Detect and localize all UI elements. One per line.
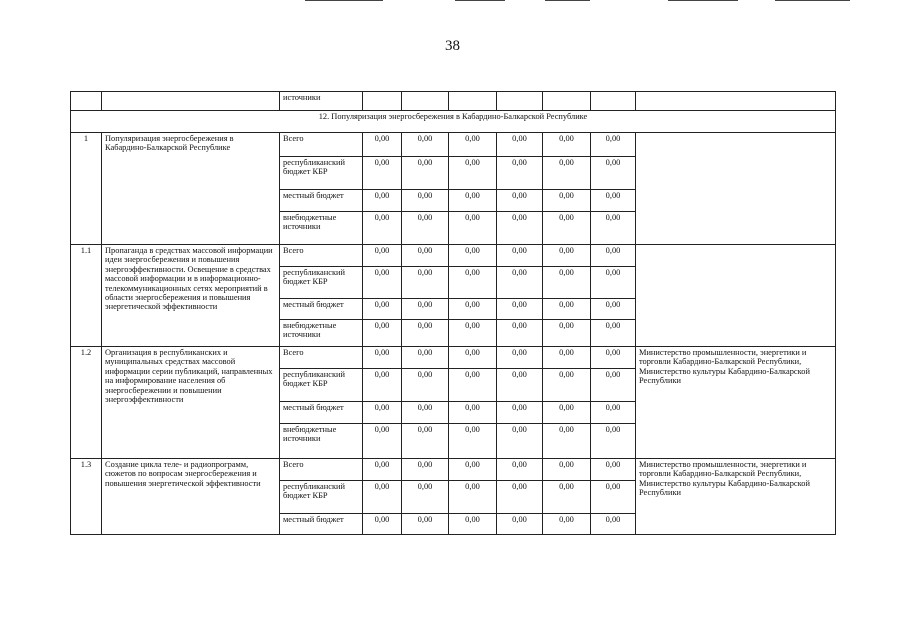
value-cell: 0,00 [363, 133, 402, 157]
value-cell: 0,00 [402, 459, 449, 481]
item-number: 1 [71, 133, 102, 245]
value-cell: 0,00 [449, 133, 497, 157]
top-rule-2 [455, 0, 505, 1]
item-number: 1.3 [71, 459, 102, 535]
cell-empty [71, 92, 102, 111]
value-cell: 0,00 [402, 514, 449, 535]
value-cell: 0,00 [363, 212, 402, 245]
value-cell: 0,00 [449, 402, 497, 424]
source-total-label: Всего [280, 347, 363, 369]
value-cell: 0,00 [543, 245, 591, 267]
value-cell: 0,00 [543, 299, 591, 320]
value-cell: 0,00 [363, 157, 402, 190]
table-row [71, 245, 836, 267]
value-cell: 0,00 [402, 369, 449, 402]
value-cell: 0,00 [363, 369, 402, 402]
item-number: 1.2 [71, 347, 102, 459]
cell-empty [363, 92, 402, 111]
value-cell: 0,00 [402, 347, 449, 369]
value-cell: 0,00 [363, 459, 402, 481]
value-cell: 0,00 [497, 514, 543, 535]
top-rule-1 [305, 0, 383, 1]
value-cell: 0,00 [449, 459, 497, 481]
value-cell: 0,00 [402, 424, 449, 459]
value-cell: 0,00 [543, 402, 591, 424]
value-cell: 0,00 [449, 190, 497, 212]
section-title: 12. Популяризация энергосбережения в Кабардино-Балкарской Республике [71, 111, 836, 133]
value-cell: 0,00 [497, 133, 543, 157]
value-cell: 0,00 [543, 133, 591, 157]
value-cell: 0,00 [497, 369, 543, 402]
value-cell: 0,00 [497, 190, 543, 212]
source-republic-label: республиканский бюджет КБР [280, 267, 363, 299]
table-row [71, 347, 836, 369]
value-cell: 0,00 [591, 267, 636, 299]
value-cell: 0,00 [449, 369, 497, 402]
value-cell: 0,00 [449, 481, 497, 514]
cell-empty [449, 92, 497, 111]
value-cell: 0,00 [543, 347, 591, 369]
funding-table [70, 91, 836, 535]
value-cell: 0,00 [591, 481, 636, 514]
value-cell: 0,00 [543, 267, 591, 299]
value-cell: 0,00 [497, 424, 543, 459]
value-cell: 0,00 [497, 402, 543, 424]
value-cell: 0,00 [449, 320, 497, 347]
cell-empty [591, 92, 636, 111]
value-cell: 0,00 [402, 133, 449, 157]
cell-empty [636, 92, 836, 111]
page-number: 38 [445, 38, 460, 54]
executor-cell: Министерство промышленности, энергетики и торговли Кабардино-Балкарской Республики, Министерство культуры Кабардино-Балкарской Республики [636, 347, 836, 459]
value-cell: 0,00 [363, 514, 402, 535]
source-local-label: местный бюджет [280, 402, 363, 424]
value-cell: 0,00 [543, 481, 591, 514]
value-cell: 0,00 [449, 347, 497, 369]
value-cell: 0,00 [497, 320, 543, 347]
value-cell: 0,00 [591, 212, 636, 245]
value-cell: 0,00 [402, 212, 449, 245]
value-cell: 0,00 [543, 424, 591, 459]
value-cell: 0,00 [591, 514, 636, 535]
value-cell: 0,00 [591, 245, 636, 267]
value-cell: 0,00 [591, 402, 636, 424]
value-cell: 0,00 [363, 267, 402, 299]
item-name: Организация в республиканских и муниципальных средствах массовой информации серии публикаций, направленных на информирование населения об энергосбережении и повышении энергоэффективности [102, 347, 280, 459]
cell-empty [497, 92, 543, 111]
value-cell: 0,00 [543, 320, 591, 347]
value-cell: 0,00 [497, 212, 543, 245]
value-cell: 0,00 [402, 402, 449, 424]
source-total-label: Всего [280, 459, 363, 481]
value-cell: 0,00 [543, 212, 591, 245]
source-republic-label: республиканский бюджет КБР [280, 369, 363, 402]
cell-empty [102, 92, 280, 111]
source-extra-label: внебюджетные источники [280, 320, 363, 347]
value-cell: 0,00 [497, 245, 543, 267]
value-cell: 0,00 [591, 459, 636, 481]
value-cell: 0,00 [543, 157, 591, 190]
value-cell: 0,00 [543, 369, 591, 402]
value-cell: 0,00 [497, 267, 543, 299]
value-cell: 0,00 [449, 514, 497, 535]
value-cell: 0,00 [363, 424, 402, 459]
value-cell: 0,00 [497, 347, 543, 369]
top-rule-3 [545, 0, 590, 1]
value-cell: 0,00 [591, 133, 636, 157]
table-row [71, 133, 836, 157]
value-cell: 0,00 [402, 157, 449, 190]
table-row [71, 459, 836, 481]
source-total-label: Всего [280, 245, 363, 267]
source-total-label: Всего [280, 133, 363, 157]
value-cell: 0,00 [363, 190, 402, 212]
section-row [71, 111, 836, 133]
value-cell: 0,00 [449, 267, 497, 299]
value-cell: 0,00 [591, 299, 636, 320]
source-local-label: местный бюджет [280, 299, 363, 320]
source-label: источники [280, 92, 363, 111]
executor-cell [636, 133, 836, 245]
value-cell: 0,00 [402, 267, 449, 299]
value-cell: 0,00 [402, 299, 449, 320]
value-cell: 0,00 [591, 347, 636, 369]
carry-over-row [71, 92, 836, 111]
value-cell: 0,00 [543, 514, 591, 535]
executor-cell: Министерство промышленности, энергетики и торговли Кабардино-Балкарской Республики, Министерство культуры Кабардино-Балкарской Республики [636, 459, 836, 535]
value-cell: 0,00 [363, 402, 402, 424]
value-cell: 0,00 [543, 459, 591, 481]
value-cell: 0,00 [591, 320, 636, 347]
executor-cell [636, 245, 836, 347]
value-cell: 0,00 [363, 347, 402, 369]
value-cell: 0,00 [449, 157, 497, 190]
source-extra-label: внебюджетные источники [280, 424, 363, 459]
top-rule-5 [775, 0, 850, 1]
source-republic-label: республиканский бюджет КБР [280, 481, 363, 514]
source-extra-label: внебюджетные источники [280, 212, 363, 245]
value-cell: 0,00 [591, 424, 636, 459]
source-local-label: местный бюджет [280, 190, 363, 212]
value-cell: 0,00 [591, 157, 636, 190]
value-cell: 0,00 [497, 157, 543, 190]
value-cell: 0,00 [402, 320, 449, 347]
item-name: Пропаганда в средствах массовой информации идеи энергосбережения и повышения энергоэффективности. Освещение в средствах массовой информации и в информационно-телекоммуникационных сетях мероприятий в области энергосбережения и повышения энергетической эффективности [102, 245, 280, 347]
item-number: 1.1 [71, 245, 102, 347]
value-cell: 0,00 [449, 245, 497, 267]
value-cell: 0,00 [363, 481, 402, 514]
source-republic-label: республиканский бюджет КБР [280, 157, 363, 190]
value-cell: 0,00 [497, 459, 543, 481]
cell-empty [402, 92, 449, 111]
source-local-label: местный бюджет [280, 514, 363, 535]
top-rule-4 [668, 0, 738, 1]
item-name: Популяризация энергосбережения в Кабардино-Балкарской Республике [102, 133, 280, 245]
item-name: Создание цикла теле- и радиопрограмм, сюжетов по вопросам энергосбережения и повышения энергетической эффективности [102, 459, 280, 535]
value-cell: 0,00 [591, 369, 636, 402]
value-cell: 0,00 [591, 190, 636, 212]
cell-empty [543, 92, 591, 111]
value-cell: 0,00 [402, 190, 449, 212]
value-cell: 0,00 [402, 481, 449, 514]
value-cell: 0,00 [363, 320, 402, 347]
value-cell: 0,00 [449, 424, 497, 459]
value-cell: 0,00 [363, 299, 402, 320]
value-cell: 0,00 [363, 245, 402, 267]
value-cell: 0,00 [497, 299, 543, 320]
value-cell: 0,00 [449, 299, 497, 320]
value-cell: 0,00 [402, 245, 449, 267]
value-cell: 0,00 [543, 190, 591, 212]
value-cell: 0,00 [497, 481, 543, 514]
value-cell: 0,00 [449, 212, 497, 245]
